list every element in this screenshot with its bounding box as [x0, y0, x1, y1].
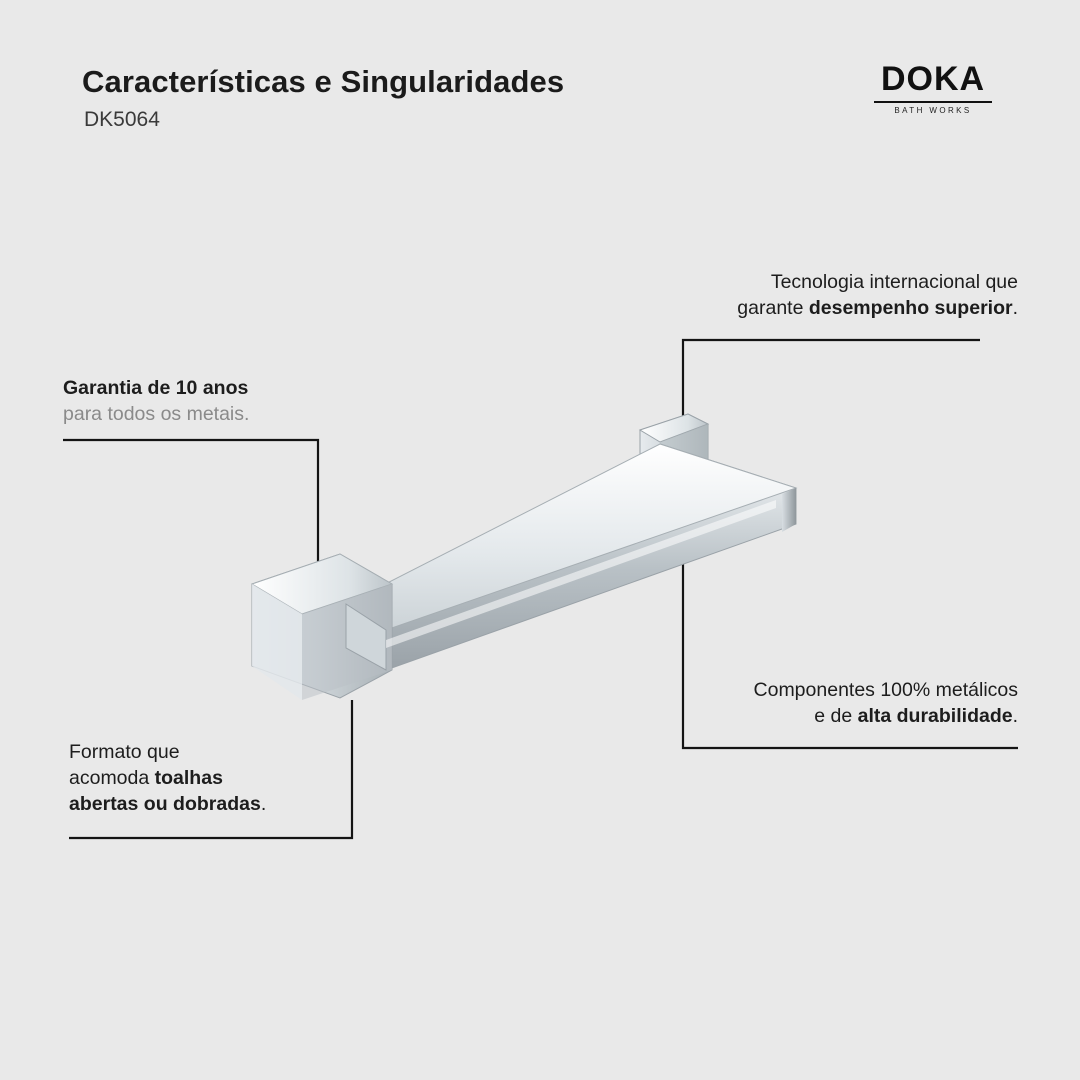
- callout-warranty: [63, 376, 393, 428]
- callout-technology-line2-bold: desempenho superior: [808, 296, 1013, 319]
- callout-format-line1: Formato que: [69, 741, 180, 763]
- callout-components: [678, 678, 1018, 730]
- callout-technology-line2-prefix: garante: [737, 296, 809, 319]
- callout-format-line3-bold: abertas ou dobradas: [69, 792, 261, 815]
- callout-format-line3-suffix: .: [260, 792, 267, 815]
- callout-components-line2-suffix: .: [1012, 704, 1018, 727]
- brand-logo: [868, 62, 998, 115]
- logo-tagline: BATH WORKS: [894, 106, 972, 115]
- page-title: Características e Singularidades: [82, 64, 565, 99]
- callout-warranty-bold: Garantia de 10 anos: [63, 377, 249, 399]
- callout-components-line2-prefix: e de: [814, 704, 858, 727]
- callout-components-line1: Componentes 100% metálicos: [753, 679, 1018, 701]
- logo-wordmark: DOKA: [880, 60, 986, 98]
- callout-warranty-muted: para todos os metais.: [63, 402, 250, 425]
- logo-divider: [874, 101, 992, 103]
- callout-format-line2-prefix: acomoda: [69, 766, 155, 789]
- callout-format: [69, 740, 369, 818]
- callout-technology-line2-suffix: .: [1012, 296, 1018, 319]
- callout-technology: [688, 270, 1018, 322]
- callout-technology-line1: Tecnologia internacional que: [770, 271, 1018, 293]
- callout-format-line2-bold: toalhas: [154, 766, 223, 789]
- model-code: DK5064: [84, 108, 160, 131]
- callout-components-line2-bold: alta durabilidade: [857, 704, 1013, 727]
